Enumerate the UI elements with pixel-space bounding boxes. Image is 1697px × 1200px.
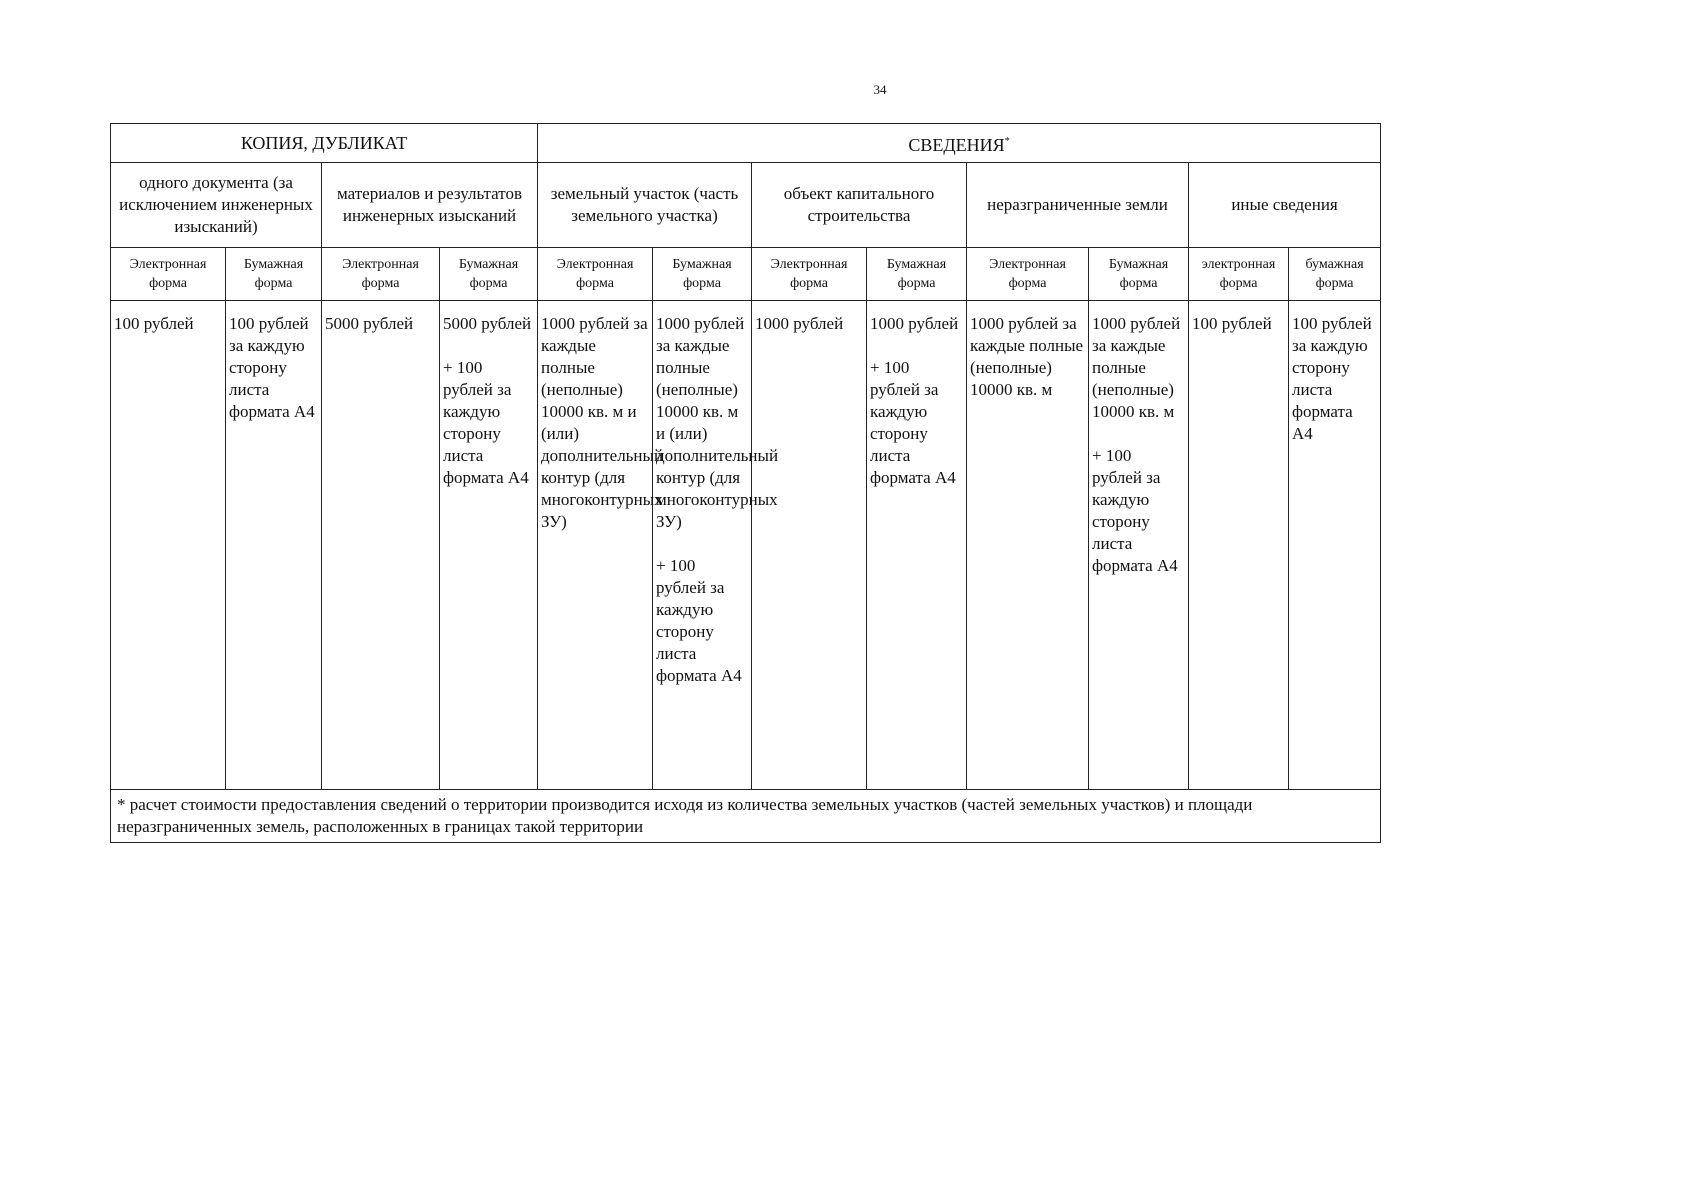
fee-table bbox=[110, 123, 1381, 843]
fee-value: 5000 рублей + 100 рублей за каждую сторону листа формата А4 bbox=[443, 314, 532, 487]
page-number: 34 bbox=[873, 82, 887, 97]
fee-cell bbox=[538, 301, 664, 790]
fee-value: 1000 рублей за каждые полные (неполные) 10000 кв. м и (или) дополнительный контур (для многоконтурных ЗУ) bbox=[541, 314, 664, 531]
header-info-footnote-mark: * bbox=[1004, 135, 1010, 147]
header-info-label: СВЕДЕНИЯ bbox=[908, 134, 1005, 155]
fee-cell bbox=[653, 301, 779, 790]
form-label: Электронная форма bbox=[538, 248, 653, 301]
fee-value: 1000 рублей за каждые полные (неполные) 10000 кв. м + 100 рублей за каждую сторону листа формата А4 bbox=[1092, 314, 1181, 575]
fee-cell bbox=[226, 301, 322, 790]
subheader-undelimited-lands: неразграниченные земли bbox=[967, 163, 1189, 248]
form-label: бумажная форма bbox=[1289, 248, 1381, 301]
fee-value: 100 рублей за каждую сторону листа формата А4 bbox=[1292, 314, 1372, 443]
fee-cell bbox=[1089, 301, 1189, 790]
subheader-survey-materials: материалов и результатов инженерных изысканий bbox=[322, 163, 538, 248]
form-label: Электронная форма bbox=[111, 248, 226, 301]
fee-value: 100 рублей bbox=[1192, 314, 1272, 333]
fee-cell bbox=[752, 301, 867, 790]
subheader-land-plot: земельный участок (часть земельного участка) bbox=[538, 163, 752, 248]
fee-value: 1000 рублей за каждые полные (неполные) 10000 кв. м и (или) дополнительный контур (для многоконтурных ЗУ) + 100 рублей за каждую сторону листа формата А4 bbox=[656, 314, 779, 685]
subheader-other-info: иные сведения bbox=[1189, 163, 1381, 248]
form-label: Электронная форма bbox=[967, 248, 1089, 301]
fee-values-row bbox=[111, 301, 1381, 790]
footnote: * расчет стоимости предоставления сведений о территории производится исходя из количества земельных участков (частей земельных участков) и площади неразграниченных земель, расположенных в границах такой территории bbox=[111, 790, 1381, 843]
form-label: Электронная форма bbox=[752, 248, 867, 301]
subheader-capital-construction: объект капитального строительства bbox=[752, 163, 967, 248]
fee-value: 100 рублей bbox=[114, 314, 194, 333]
fee-cell bbox=[440, 301, 538, 790]
form-label: Бумажная форма bbox=[653, 248, 752, 301]
form-label: Электронная форма bbox=[322, 248, 440, 301]
footnote-row bbox=[111, 790, 1381, 843]
header-row-categories bbox=[111, 163, 1381, 248]
fee-value: 5000 рублей bbox=[325, 314, 414, 333]
form-label: Бумажная форма bbox=[226, 248, 322, 301]
header-row-forms bbox=[111, 248, 1381, 301]
fee-value: 1000 рублей + 100 рублей за каждую сторону листа формата А4 bbox=[870, 314, 959, 487]
fee-value: 1000 рублей за каждые полные (неполные) 10000 кв. м bbox=[970, 314, 1084, 399]
fee-value: 100 рублей за каждую сторону листа формата А4 bbox=[229, 314, 315, 421]
header-info bbox=[538, 124, 1381, 163]
fee-cell bbox=[322, 301, 440, 790]
subheader-single-document: одного документа (за исключением инженерных изысканий) bbox=[111, 163, 322, 248]
header-row-groups bbox=[111, 124, 1381, 163]
form-label: электронная форма bbox=[1189, 248, 1289, 301]
fee-cell bbox=[867, 301, 967, 790]
header-copy-duplicate: КОПИЯ, ДУБЛИКАТ bbox=[111, 124, 538, 163]
fee-cell bbox=[967, 301, 1089, 790]
fee-value: 1000 рублей bbox=[755, 314, 844, 333]
fee-cell bbox=[1289, 301, 1381, 790]
form-label: Бумажная форма bbox=[867, 248, 967, 301]
form-label: Бумажная форма bbox=[440, 248, 538, 301]
fee-cell bbox=[111, 301, 226, 790]
fee-cell bbox=[1189, 301, 1289, 790]
form-label: Бумажная форма bbox=[1089, 248, 1189, 301]
